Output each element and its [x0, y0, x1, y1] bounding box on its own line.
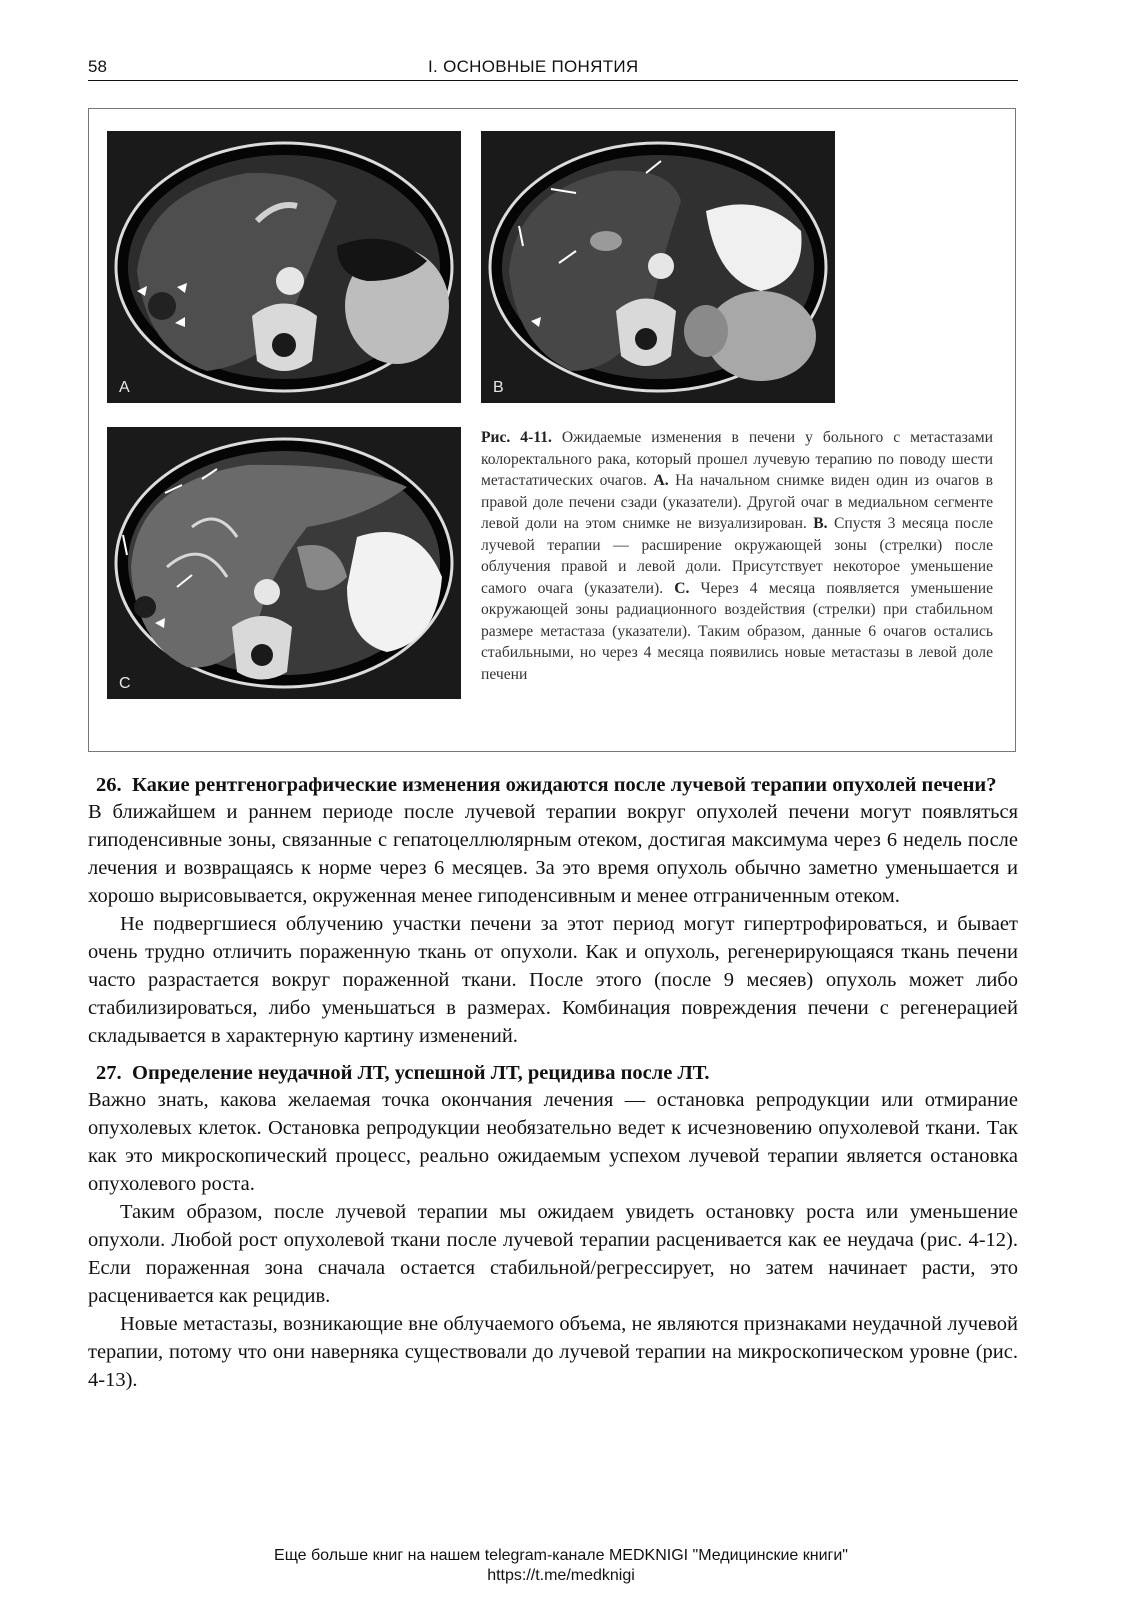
promo-footer-link[interactable]: https://t.me/medknigi: [487, 1567, 635, 1584]
page-header: [88, 56, 1018, 81]
section-26-paragraph-1: В ближайшем и раннем периоде после лучевой терапии вокруг опухолей печени могут появляться гиподенсивные зоны, связанные с гепатоцеллюлярным отеком, достигая максимума через 6 недель после лечения и возвращаясь к норме через 6 месяцев. За это время опухоль обычно заметно уменьшается и хорошо вырисовывается, окруженная менее гиподенсивным и менее отграниченным отеком.: [88, 801, 1018, 907]
section-27-number: 27.: [96, 1062, 122, 1084]
chapter-title: I. ОСНОВНЫЕ ПОНЯТИЯ: [428, 57, 639, 76]
ct-image-panel-c: [107, 427, 461, 699]
promo-footer-text: Еще больше книг на нашем telegram-канале MEDKNIGI "Медицинские книги": [274, 1547, 848, 1564]
figure-4-11: [88, 108, 1016, 752]
ct-image-panel-b: [481, 131, 835, 403]
promo-footer: [0, 1546, 1122, 1586]
ct-scan-c-graphic: [107, 427, 461, 699]
caption-c-text: Через 4 месяца появляется уменьшение окружающей зоны радиационного воздействия (стрелки) при стабильном размере метастаза (указатели). Таким образом, данные 6 очагов остались стабильными, но через 4 месяца появились новые метастазы в левой доле печени: [481, 579, 993, 683]
section-26-heading: [88, 772, 1018, 798]
page-number: 58: [88, 57, 107, 76]
caption-a-text: На начальном снимке виден один из очагов в правой доле печени сзади (указатели). Другой очаг в медиальном сегменте левой доли на этом снимке не визуализирован.: [481, 472, 993, 532]
caption-ref: Рис. 4-11.: [481, 429, 552, 446]
panel-label-b: B: [493, 379, 504, 396]
ct-image-panel-a: [107, 131, 461, 403]
caption-a-label: A.: [653, 472, 669, 489]
section-27-paragraph-1: Важно знать, какова желаемая точка окончания лечения — остановка репродукции или отмирание опухолевых клеток. Остановка репродукции необязательно ведет к исчезновению опухолевой ткани. Так как это микроскопический процесс, реально ожидаемым успехом лучевой терапии является остановка опухолевого роста.: [88, 1089, 1018, 1195]
caption-c-label: C.: [674, 579, 690, 597]
caption-intro: Ожидаемые изменения в печени у больного с метастазами колоректального рака, который прошел лучевую терапию по поводу шести метастатических очагов.: [481, 429, 993, 489]
figure-caption: [481, 427, 993, 685]
section-27-heading: [88, 1060, 1018, 1086]
caption-b-text: Спустя 3 месяца после лучевой терапии — расширение окружающей зоны (стрелки) после облучения правой и левой доли. Присутствует некоторое уменьшение самого очага (указатели).: [481, 515, 993, 597]
section-26-number: 26.: [96, 774, 122, 796]
section-27-title: Определение неудачной ЛТ, успешной ЛТ, рецидива после ЛТ.: [132, 1062, 710, 1084]
panel-label-a: A: [119, 379, 130, 396]
panel-label-c: C: [119, 675, 131, 692]
caption-b-label: B.: [813, 515, 828, 532]
ct-scan-b-graphic: [481, 131, 835, 403]
section-26-title: Какие рентгенографические изменения ожидаются после лучевой терапии опухолей печени?: [132, 774, 997, 796]
section-26-paragraph-2: Не подвергшиеся облучению участки печени за этот период могут гипертрофироваться, и бывает очень трудно отличить пораженную ткань от опухоли. Как и опухоль, регенерирующаяся ткань печени часто разрастается вокруг пораженной ткани. После этого (после 9 месяев) опухоль может либо стабилизироваться, либо уменьшаться в размерах. Комбинация повреждения печени с регенерацией складывается в характерную картину изменений.: [88, 913, 1018, 1047]
ct-scan-a-graphic: [107, 131, 461, 403]
main-text: [88, 772, 1018, 1394]
section-27-paragraph-3: Новые метастазы, возникающие вне облучаемого объема, не являются признаками неудачной лучевой терапии, потому что они наверняка существовали до лучевой терапии на микроскопическом уровне (рис. 4-13).: [88, 1313, 1018, 1391]
section-27-paragraph-2: Таким образом, после лучевой терапии мы ожидаем увидеть остановку роста или уменьшение опухоли. Любой рост опухолевой ткани после лучевой терапии расценивается как ее неудача (рис. 4-12). Если пораженная зона сначала остается стабильной/регрессирует, но затем начинает расти, это расценивается как рецидив.: [88, 1201, 1018, 1307]
